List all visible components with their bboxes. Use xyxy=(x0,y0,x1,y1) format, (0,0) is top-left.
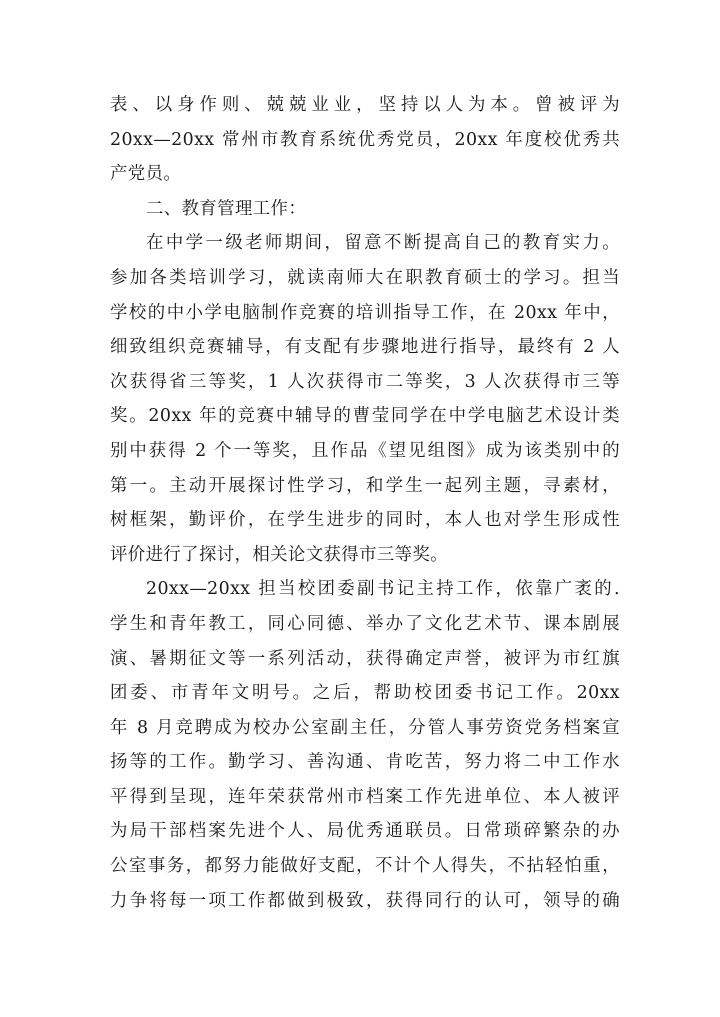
paragraph-2-line-5: 次获得省三等奖，1 人次获得市二等奖，3 人次获得市三等 xyxy=(110,371,620,392)
paragraph-2-line-9: 树框架，勤评价，在学生进步的同时，本人也对学生形成性 xyxy=(110,510,620,531)
paragraph-2-line-7: 别中获得 2 个一等奖，且作品《望见组图》成为该类别中的 xyxy=(110,440,620,461)
text-line-3: 产党员。 xyxy=(110,164,182,185)
paragraph-2-line-10: 评价进行了探讨，相关论文获得市三等奖。 xyxy=(110,544,449,565)
paragraph-3-line-9: 公室事务，都努力能做好支配，不计个人得失，不拈轻怕重， xyxy=(110,856,620,877)
paragraph-3-line-4: 团委、市青年文明号。之后，帮助校团委书记工作。20xx xyxy=(110,683,620,704)
paragraph-2-line-8: 第一。主动开展探讨性学习，和学生一起列主题，寻素材， xyxy=(110,475,620,496)
text-line-2: 20xx—20xx 常州市教育系统优秀党员，20xx 年度校优秀共 xyxy=(110,129,620,150)
paragraph-3-line-8: 为局干部档案先进个人、局优秀通联员。日常琐碎繁杂的办 xyxy=(110,821,620,842)
section-heading: 二、教育管理工作： xyxy=(146,198,307,219)
paragraph-2-line-4: 细致组织竞赛辅导，有支配有步骤地进行指导，最终有 2 人 xyxy=(110,337,620,358)
paragraph-3-line-7: 平得到呈现，连年荣获常州市档案工作先进单位、本人被评 xyxy=(110,786,620,807)
paragraph-3-line-1: 20xx—20xx 担当校团委副书记主持工作，依靠广袤的. xyxy=(146,579,620,600)
paragraph-2-line-2: 参加各类培训学习，就读南师大在职教育硕士的学习。担当 xyxy=(110,267,620,288)
paragraph-3-line-2: 学生和青年教工，同心同德、举办了文化艺术节、课本剧展 xyxy=(110,613,620,634)
paragraph-3-line-3: 演、暑期征文等一系列活动，获得确定声誉，被评为市红旗 xyxy=(110,648,620,669)
document-body xyxy=(110,88,620,918)
paragraph-3-line-5: 年 8 月竞聘成为校办公室副主任，分管人事劳资党务档案宣 xyxy=(110,717,620,738)
paragraph-2-line-1: 在中学一级老师期间，留意不断提高自己的教育实力。 xyxy=(146,233,620,254)
paragraph-2-line-3: 学校的中小学电脑制作竞赛的培训指导工作，在 20xx 年中， xyxy=(110,302,620,323)
paragraph-3-line-6: 扬等的工作。勤学习、善沟通、肯吃苦，努力将二中工作水 xyxy=(110,752,620,773)
paragraph-2-line-6: 奖。20xx 年的竞赛中辅导的曹莹同学在中学电脑艺术设计类 xyxy=(110,406,620,427)
paragraph-3-line-10: 力争将每一项工作都做到极致，获得同行的认可，领导的确 xyxy=(110,890,620,911)
text-line-1: 表、以身作则、兢兢业业，坚持以人为本。曾被评为 xyxy=(110,95,620,115)
